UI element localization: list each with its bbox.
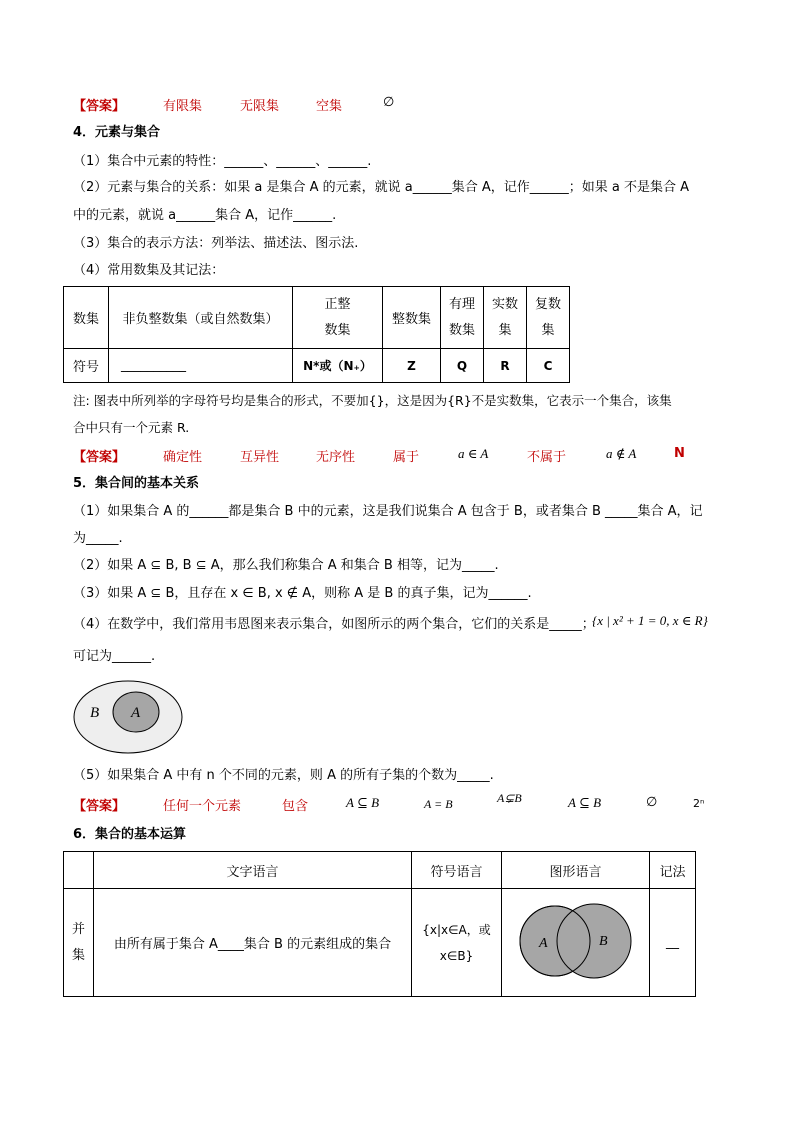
section-4-line-2b: 中的元素，就说 a______集合 A，记作______. bbox=[73, 208, 337, 223]
venn-label-a: A bbox=[538, 935, 548, 951]
answer-block-1 bbox=[73, 95, 125, 114]
answer-item: A⊊B bbox=[497, 791, 522, 805]
table-header: 图形语言 bbox=[502, 852, 650, 889]
table-cell bbox=[527, 287, 570, 349]
answer-label: 【答案】 bbox=[73, 799, 126, 814]
venn-label-b: B bbox=[598, 933, 608, 949]
answer-item: A = B bbox=[424, 797, 453, 811]
section-5-title: 5．集合间的基本关系 bbox=[73, 476, 200, 491]
answer-item: 任何一个元素 bbox=[163, 799, 242, 814]
row-label-union bbox=[64, 889, 94, 997]
answer-item: A ⊆ B bbox=[346, 795, 380, 810]
cell-line: 数集 bbox=[324, 322, 351, 338]
cell-line: {x|x∈A，或 bbox=[422, 922, 491, 937]
section-4-line-4: （4）常用数集及其记法： bbox=[73, 263, 225, 278]
cell-line: 并 bbox=[71, 921, 85, 937]
venn-set-b bbox=[557, 904, 631, 978]
cell-line: 数集 bbox=[448, 322, 475, 338]
section-4-title: 4．元素与集合 bbox=[73, 125, 161, 140]
answer-item: 确定性 bbox=[163, 450, 203, 465]
set-operations-table bbox=[63, 851, 696, 997]
table-cell: N*或（N₊） bbox=[293, 349, 383, 383]
section-4-line-3: （3）集合的表示方法：列举法、描述法、图示法. bbox=[73, 236, 359, 251]
cell-line: 实数 bbox=[491, 296, 518, 312]
answer-item: a ∉ A bbox=[606, 446, 637, 461]
section-5-line-1: （1）如果集合 A 的______都是集合 B 中的元素，这是我们说集合 A 包含于 B，或者集合 B _____集合 A，记 bbox=[73, 504, 703, 519]
section-5-line-5: （5）如果集合 A 中有 n 个不同的元素，则 A 的所有子集的个数为_____. bbox=[73, 768, 494, 783]
union-diagram-cell bbox=[502, 889, 650, 997]
table-cell: 符号 bbox=[64, 349, 109, 383]
answer-item: 空集 bbox=[316, 99, 343, 114]
table-cell bbox=[64, 852, 94, 889]
table-cell bbox=[484, 287, 527, 349]
answer-item: 2ⁿ bbox=[693, 797, 705, 810]
table-cell: __________ bbox=[109, 349, 293, 383]
section-5-line-4b: 可记为______. bbox=[73, 649, 156, 664]
note-line-2: 合中只有一个元素 R. bbox=[73, 420, 190, 435]
union-text: 由所有属于集合 A____集合 B 的元素组成的集合 bbox=[94, 889, 412, 997]
number-sets-table bbox=[63, 286, 570, 383]
table-header: 符号语言 bbox=[412, 852, 502, 889]
answer-item: 互异性 bbox=[240, 450, 280, 465]
cell-line: x∈B} bbox=[439, 948, 474, 963]
table-cell: C bbox=[527, 349, 570, 383]
section-5-line-1b: 为_____. bbox=[73, 531, 123, 546]
answer-item: ∅ bbox=[383, 95, 395, 110]
cell-line: 集 bbox=[71, 947, 85, 963]
table-cell: 非负整数集（或自然数集） bbox=[109, 287, 293, 349]
section-4-line-1: （1）集合中元素的特性：______、______、______. bbox=[73, 154, 372, 169]
cell-line: 正整 bbox=[324, 296, 351, 312]
cell-line: 有理 bbox=[448, 296, 475, 312]
answer-item: 属于 bbox=[393, 450, 420, 465]
cell-line: 集 bbox=[541, 322, 555, 338]
section-6-title: 6．集合的基本运算 bbox=[73, 827, 187, 842]
answer-item: 包含 bbox=[282, 799, 309, 814]
table-header: 文字语言 bbox=[94, 852, 412, 889]
table-cell: R bbox=[484, 349, 527, 383]
section-5-line-3: （3）如果 A ⊆ B，且存在 x ∈ B, x ∉ A，则称 A 是 B 的真子集，记为______. bbox=[73, 586, 532, 601]
union-notation: __ bbox=[650, 889, 696, 997]
answer-item: 无序性 bbox=[316, 450, 356, 465]
answer-item: 有限集 bbox=[163, 99, 203, 114]
table-cell: Q bbox=[441, 349, 484, 383]
table-cell bbox=[293, 287, 383, 349]
answer-item: a ∈ A bbox=[458, 446, 489, 461]
section-5-line-4: （4）在数学中，我们常用韦恩图来表示集合，如图所示的两个集合，它们的关系是_____； bbox=[73, 617, 595, 632]
set-expression: {x | x² + 1 = 0, x ∈ R} bbox=[592, 613, 708, 628]
answer-item: ∅ bbox=[646, 795, 658, 810]
cell-line: 集 bbox=[498, 322, 512, 338]
section-4-line-2: （2）元素与集合的关系：如果 a 是集合 A 的元素，就说 a______集合 A，记作______；如果 a 不是集合 A bbox=[73, 180, 690, 195]
note-line-1: 注: 图表中所列举的字母符号均是集合的形式，不要加{}，这是因为{R}不是实数集，它表示一个集合，该集 bbox=[73, 393, 672, 408]
table-cell: 数集 bbox=[64, 287, 109, 349]
venn-subset-diagram bbox=[72, 679, 184, 755]
table-cell bbox=[441, 287, 484, 349]
answer-label: 【答案】 bbox=[73, 99, 126, 114]
answer-item: 无限集 bbox=[240, 99, 280, 114]
table-cell: 整数集 bbox=[383, 287, 441, 349]
venn-union-diagram bbox=[511, 899, 641, 983]
union-symbol bbox=[412, 889, 502, 997]
table-header: 记法 bbox=[650, 852, 696, 889]
answer-label: 【答案】 bbox=[73, 450, 126, 465]
section-5-line-2: （2）如果 A ⊆ B, B ⊆ A，那么我们称集合 A 和集合 B 相等，记为_____. bbox=[73, 558, 499, 573]
answer-item: A ⊆ B bbox=[568, 795, 602, 810]
answer-item: N bbox=[674, 446, 685, 461]
table-cell: Z bbox=[383, 349, 441, 383]
cell-line: 复数 bbox=[534, 296, 561, 312]
venn-label-b: B bbox=[90, 705, 100, 721]
venn-label-a: A bbox=[131, 705, 141, 721]
answer-item: 不属于 bbox=[527, 450, 567, 465]
